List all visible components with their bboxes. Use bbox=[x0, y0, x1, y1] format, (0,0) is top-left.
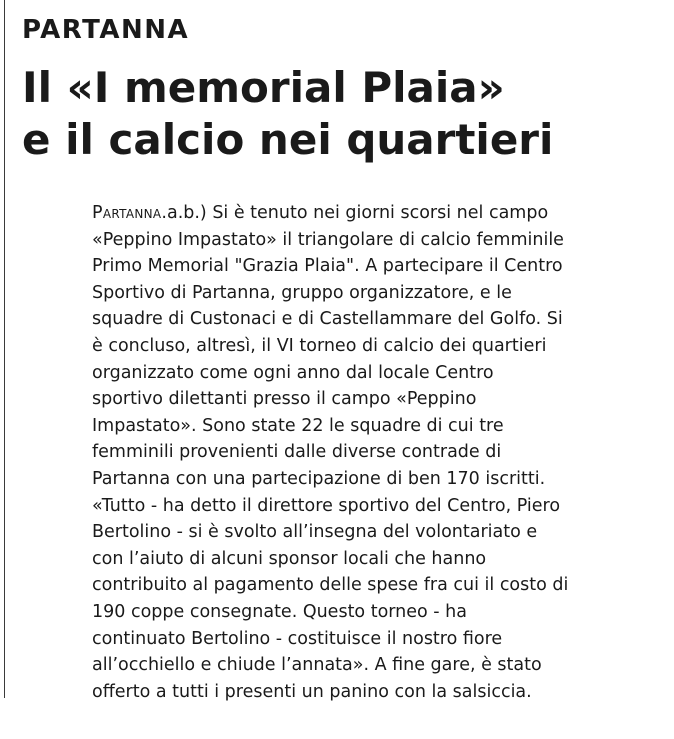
headline-line-1: Il «I memorial Plaia» bbox=[22, 63, 505, 112]
headline bbox=[22, 62, 662, 166]
article-line: femminili provenienti dalle diverse contrade di bbox=[92, 442, 502, 463]
article-line: organizzato come ogni anno dal locale Centro bbox=[92, 362, 494, 383]
article-line: Primo Memorial "Grazia Plaia". A partecipare il Centro bbox=[92, 256, 563, 277]
article-line bbox=[92, 200, 662, 227]
article-line: offerto a tutti i presenti un panino con la salsiccia. bbox=[92, 681, 532, 702]
article-line: Partanna con una partecipazione di ben 170 iscritti. bbox=[92, 468, 546, 489]
article-line: Sportivo di Partanna, gruppo organizzatore, e le bbox=[92, 282, 512, 303]
headline-line-2: e il calcio nei quartieri bbox=[22, 115, 554, 164]
article-line: «Tutto - ha detto il direttore sportivo del Centro, Piero bbox=[92, 495, 561, 516]
article-line: squadre di Custonaci e di Castellammare del Golfo. Si bbox=[92, 309, 563, 330]
article-line: è concluso, altresì, il VI torneo di calcio dei quartieri bbox=[92, 335, 547, 356]
article-line: continuato Bertolino - costituisce il nostro fiore bbox=[92, 628, 503, 649]
dateline-text: .a.b.) Si è tenuto nei giorni scorsi nel campo bbox=[161, 203, 549, 223]
article-line: sportivo dilettanti presso il campo «Peppino bbox=[92, 389, 477, 410]
left-column-rule bbox=[4, 0, 5, 698]
article-line: con l’aiuto di alcuni sponsor locali che hanno bbox=[92, 548, 487, 569]
section-label: PARTANNA bbox=[22, 15, 190, 45]
article-body bbox=[92, 200, 662, 705]
dateline-city: Partanna bbox=[92, 203, 162, 223]
article-line: contribuito al pagamento delle spese fra cui il costo di bbox=[92, 575, 569, 596]
article-line: all’occhiello e chiude l’annata». A fine gare, è stato bbox=[92, 655, 542, 676]
article-line: «Peppino Impastato» il triangolare di calcio femminile bbox=[92, 229, 564, 250]
article-line: Impastato». Sono state 22 le squadre di cui tre bbox=[92, 415, 504, 436]
article-line: 190 coppe consegnate. Questo torneo - ha bbox=[92, 601, 467, 622]
article-line: Bertolino - si è svolto all’insegna del volontariato e bbox=[92, 522, 538, 543]
